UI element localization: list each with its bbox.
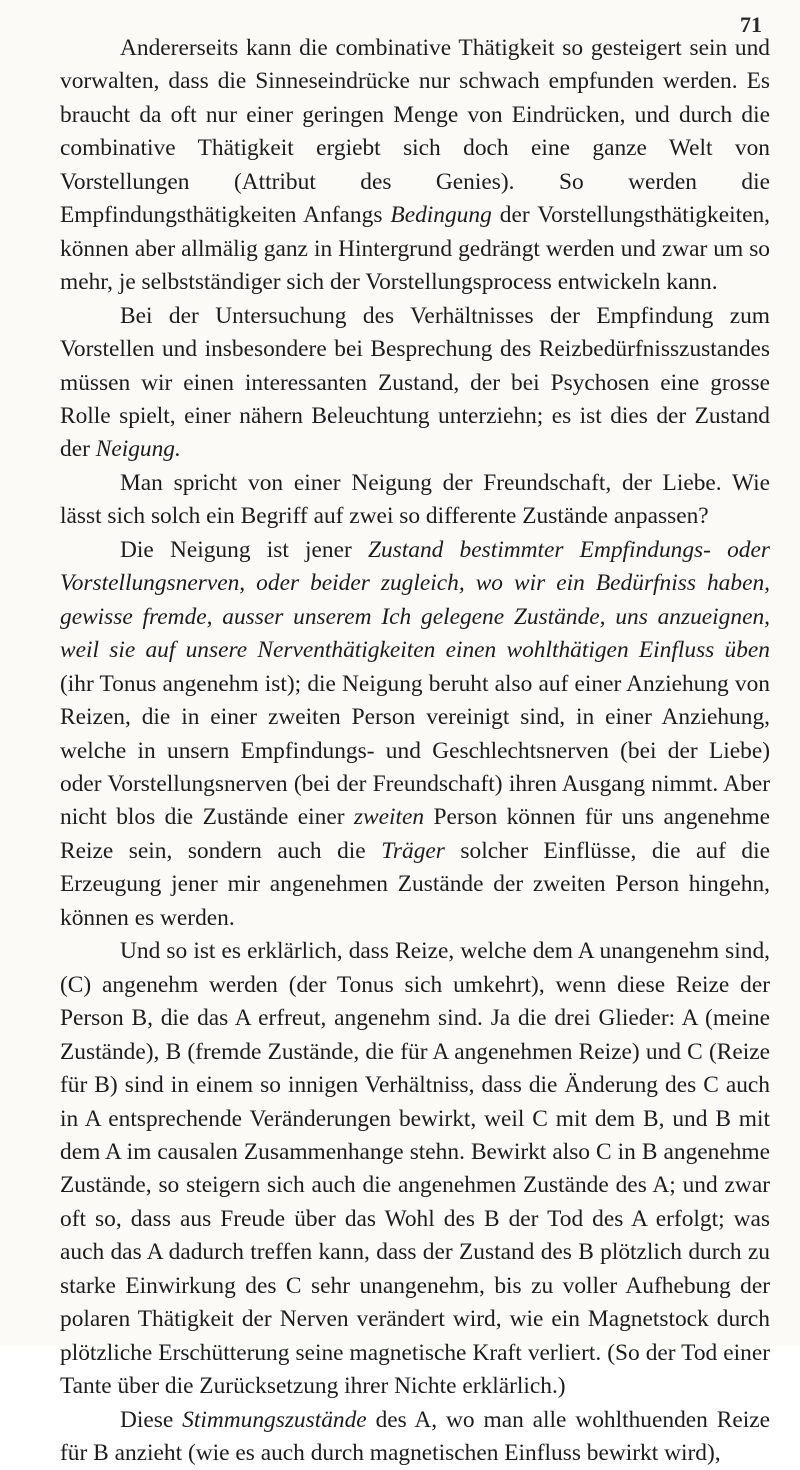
text-run: Man spricht von einer Neigung der Freundschaft, der Liebe. Wie lässt sich solch ein Begriff auf zwei so differente Zustände anpassen?	[60, 469, 770, 530]
emphasis-zweiten: zweiten	[353, 804, 425, 831]
emphasis-definition: Zustand bestimmter Empfindungs- oder Vorstellungsnerven, oder beider zugleich, wo wir ein Bedürfniss haben, gewisse fremde, ausser unserem Ich gelegene Zustände, uns anzueignen, weil sie auf unsere Nerventhätigkeiten einen wohlthätigen Einfluss üben	[60, 536, 770, 664]
emphasis-neigung: Neigung.	[95, 436, 181, 463]
paragraph	[60, 534, 770, 935]
paragraph	[60, 1404, 770, 1470]
paragraph	[60, 32, 770, 300]
paragraph	[60, 467, 770, 534]
page-number: 71	[740, 12, 762, 37]
paragraph	[60, 935, 770, 1403]
text-run: Diese	[120, 1406, 183, 1433]
text-run: (ihr Tonus angenehm ist); die Neigung beruht also auf einer Anziehung von Reizen, die in einer zweiten Person vereinigt sind, in einer Anziehung, welche in unsern Empfindungs- und Geschlechtsnerven (bei der Liebe) oder Vorstellungsnerven (bei der Freundschaft) ihren Ausgang nimmt. Aber nicht blos die Zustände einer	[60, 670, 770, 831]
paragraph	[60, 300, 770, 467]
emphasis-traeger: Träger	[381, 837, 445, 864]
text-run: Person können für uns angenehme Reize sein, sondern auch die	[60, 804, 770, 864]
text-run: Und so ist es erklärlich, dass Reize, welche dem A unangenehm sind, (C) angenehm werden (der Tonus sich umkehrt), wenn diese Reize der Person B, die das A erfreut, angenehm sind. Ja die drei Glieder: A (meine Zustände), B (fremde Zustände, die für A angenehmen Reize) und C (Reize für B) sind in einem so innigen Verhältniss, dass die Änderung des C auch in A entsprechende Veränderungen bewirkt, weil C mit dem B, und B mit dem A im causalen Zusammenhange stehn. Bewirkt also C in B angenehme Zustände, so steigern sich auch die angenehmen Zustände des A; und zwar oft so, dass aus Freude über das Wohl des B der Tod des A erfolgt; was auch das A dadurch treffen kann, dass der Zustand des B plötzlich durch zu starke Einwirkung des C sehr unangenehm, bis zu voller Aufhebung der polaren Thätigkeit der Nerven verändert wird, wie ein Magnetstock durch plötzliche Erschütterung seine magnetische Kraft verliert. (So der Tod einer Tante über die Zurücksetzung ihrer Nichte erklärlich.)	[60, 938, 770, 1400]
emphasis-stimmungszustaende: Stimmungszustände	[182, 1406, 367, 1433]
emphasis-bedingung: Bedingung	[390, 202, 492, 229]
text-run: Andererseits kann die combinative Thätigkeit so gesteigert sein und vorwalten, dass die Sinneseindrücke nur schwach empfunden werden. Es braucht da oft nur einer geringen Menge von Eindrücken, und durch die combinative Thätigkeit ergiebt sich doch eine ganze Welt von Vorstellungen (Attribut des Genies). So werden die Empfindungsthätigkeiten Anfangs	[60, 35, 770, 229]
text-run: solcher Einflüsse, die auf die Erzeugung jener mir angenehmen Zustände der zweiten Person hingehn, können es werden.	[60, 837, 771, 931]
body-text	[60, 32, 770, 1470]
text-run: Bei der Untersuchung des Verhältnisses der Empfindung zum Vorstellen und insbesondere bei Besprechung des Reizbedürfnisszustandes müssen wir einen interessanten Zustand, der bei Psychosen eine grosse Rolle spielt, einer nähern Beleuchtung unterziehn; es ist dies der Zustand der	[60, 302, 770, 463]
text-run: Die Neigung ist jener	[120, 536, 368, 563]
text-run: des A, wo man alle wohlthuenden Reize für B anzieht (wie es auch durch magnetischen Einfluss bewirkt wird),	[60, 1406, 770, 1467]
text-run: der Vorstellungsthätigkeiten, können aber allmälig ganz in Hintergrund gedrängt werden und zwar um so mehr, je selbstständiger sich der Vorstellungsprocess entwickeln kann.	[60, 202, 770, 296]
